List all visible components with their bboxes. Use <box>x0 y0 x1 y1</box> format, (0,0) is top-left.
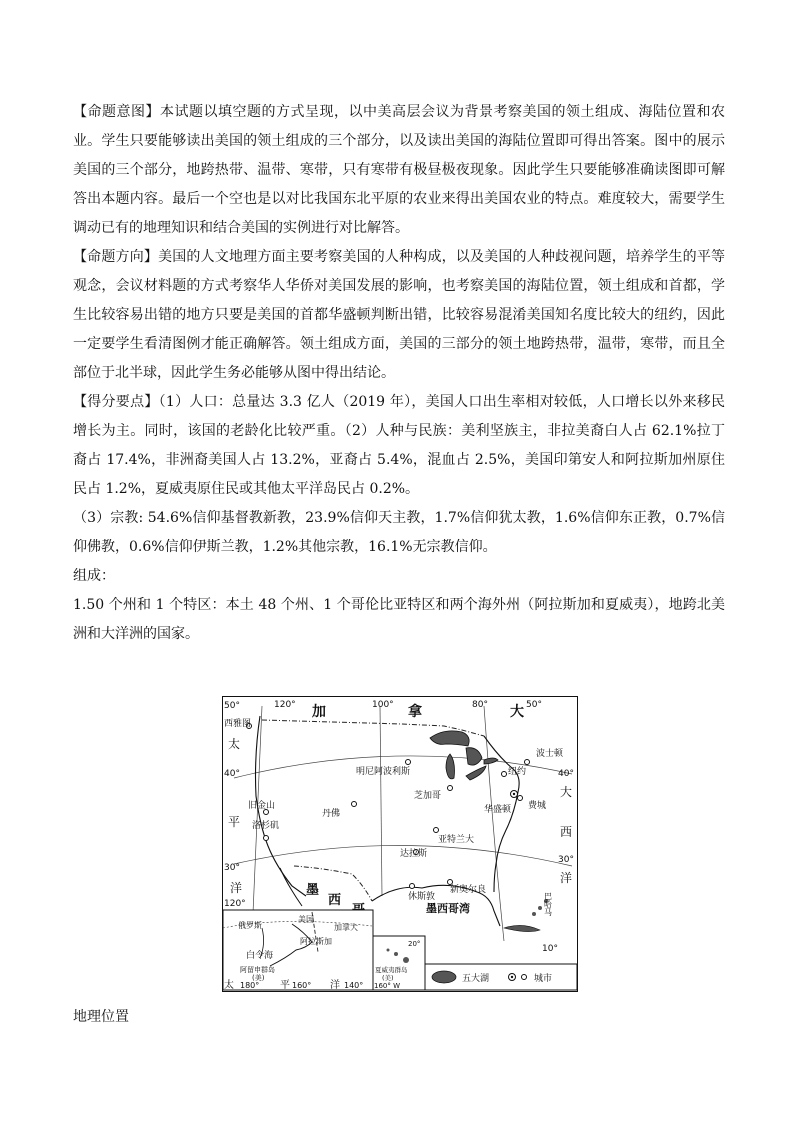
section-heading-geo-location: 地理位置 <box>73 1009 129 1025</box>
bahama-island-2 <box>538 906 542 910</box>
city-philadelphia-dot <box>518 796 523 801</box>
label-neworleans: 新奥尔良 <box>450 885 487 895</box>
hawaii-island-3 <box>403 957 409 963</box>
label-inset-yang: 洋 <box>330 980 340 991</box>
label-minneapolis: 明尼阿波利斯 <box>356 767 411 777</box>
legend-capital-dot <box>511 976 513 978</box>
label-inset-ping: 平 <box>280 980 290 991</box>
label-atlantic-2: 西 <box>560 825 573 839</box>
label-alaska: 阿拉斯加 <box>300 937 332 946</box>
paragraph-direction <box>73 243 725 388</box>
city-denver-dot <box>352 802 357 807</box>
usa-map-figure <box>222 696 578 992</box>
label-newyork: 纽约 <box>508 767 527 777</box>
label-lon-50-left: 50° <box>224 701 240 711</box>
label-lon-140: 140° <box>344 981 364 990</box>
label-lon-50-right: 50° <box>526 700 542 710</box>
label-pacific-3: 洋 <box>230 881 243 895</box>
city-minneapolis-dot <box>406 760 411 765</box>
label-losangeles: 洛杉矶 <box>252 821 280 831</box>
text-intent: 本试题以填空题的方式呈现，以中美高层会议为背景考察美国的领土组成、海陆位置和农业。学生只要能够读出美国的领土组成的三个部分，以及读出美国的海陆位置即可得出答案。图中的展示美国的三个部分，地跨热带、温带、寒带，只有寒带有极昼极夜现象。因此学生只要能够准确读图即可解答出本题内容。最后一个空也是以对比我国东北平原的农业来得出美国农业的特点。难度较大，需要学生调动已有的地理知识和结合美国的实例进行对比解答。 <box>73 104 725 236</box>
label-canada-1: 加 <box>312 704 326 720</box>
legend-lakes-label: 五大湖 <box>462 974 490 984</box>
map-legend <box>425 964 577 990</box>
label-hawaii-sub: (美) <box>382 974 394 982</box>
label-hawaii-lon: 160° W <box>374 982 401 990</box>
label-inset-usa: 美国 <box>298 915 314 924</box>
label-mexico-1: 墨 <box>306 883 320 898</box>
paragraph-religion: （3）宗教: 54.6%信仰基督教新教，23.9%信仰天主教，1.7%信仰犹太教，1.6%信仰东正教，0.7%信仰佛教，0.6%信仰伊斯兰教，1.2%其他宗教，16.1%无宗教信仰。 <box>73 510 725 555</box>
city-losangeles-dot <box>264 836 269 841</box>
city-neworleans-dot <box>448 880 453 885</box>
label-inset-tai: 太 <box>224 980 234 991</box>
label-bering-sea: 白令海 <box>246 951 274 961</box>
label-hawaii: 夏威夷群岛 <box>375 966 408 974</box>
label-pacific-1: 太 <box>228 737 241 751</box>
label-atlantic-1: 大 <box>560 785 573 799</box>
tag-intent: 【命题意图】 <box>73 104 160 120</box>
document-body <box>73 98 725 649</box>
label-atlantic-3: 洋 <box>560 871 573 885</box>
hawaii-island-2 <box>394 952 398 956</box>
paragraph-composition: 1.50 个州和 1 个特区：本土 48 个州、1 个哥伦比亚特区和两个海外州（阿拉斯加和夏威夷），地跨北美洲和大洋洲的国家。 <box>73 597 725 642</box>
label-lon-80: 80° <box>472 700 488 710</box>
hawaii-island-1 <box>387 949 390 952</box>
tag-direction: 【命题方向】 <box>73 249 159 265</box>
label-pacific-2: 平 <box>228 815 241 829</box>
city-atlanta-dot <box>434 828 439 833</box>
legend-city-symbol <box>522 975 527 980</box>
label-lat-10-right: 10° <box>542 944 558 954</box>
label-russia: 俄罗斯 <box>238 921 262 930</box>
label-lon-120: 120° <box>274 700 296 710</box>
inset-hawaii <box>373 936 425 990</box>
tag-key-points: 【得分要点】 <box>73 394 159 410</box>
usa-map-svg <box>222 696 578 992</box>
label-hawaii-lat: 20° <box>408 940 421 948</box>
bahama-island-3 <box>532 912 536 916</box>
label-washington: 华盛顿 <box>484 805 512 815</box>
label-inset-canada: 加拿大 <box>334 923 358 932</box>
label-mexico-2: 西 <box>328 893 342 908</box>
label-atlanta: 亚特兰大 <box>438 835 475 845</box>
legend-cities-label: 城市 <box>534 974 553 984</box>
label-dallas: 达拉斯 <box>400 849 428 859</box>
label-philadelphia: 费城 <box>528 801 547 811</box>
capital-marker <box>513 793 515 795</box>
label-boston: 波士顿 <box>536 749 564 759</box>
label-canada-2: 拿 <box>408 704 422 720</box>
text-key-points: （1）人口：总量达 3.3 亿人（2019 年），美国人口出生率相对较低，人口增长以外来移民增长为主。同时，该国的老龄化比较严重。（2）人种与民族：美利坚族主，非拉美裔白人占 62.1%拉丁裔占 17.4%，非洲裔美国人占 13.2%，亚裔占 5.4%，混血占 2.5%，美国印第安人和阿拉斯加州原住民占 1.2%，夏威夷原住民或其他太平洋岛民占 0.2%。 <box>73 394 726 497</box>
paragraph-key-points <box>73 388 725 504</box>
label-seattle: 西雅图 <box>224 719 252 729</box>
paragraph-intent <box>73 98 725 243</box>
label-canada-3: 大 <box>510 704 524 720</box>
label-gulf-of-mexico: 墨西哥湾 <box>426 902 470 915</box>
text-direction: 美国的人文地理方面主要考察美国的人种构成，以及美国的人种歧视问题，培养学生的平等观念，会议材料题的方式考察华人华侨对美国发展的影响，也考察美国的海陆位置，领土组成和首都，学生比较容易出错的地方只要是美国的首都华盛顿判断出错，比较容易混淆美国知名度比较大的纽约，因此一定要学生看清图例才能正确解答。领土组成方面，美国的三部分的领土地跨热带，温带，寒带，而且全部位于北半球，因此学生务必能够从图中得出结论。 <box>73 249 726 381</box>
city-chicago-dot <box>448 786 453 791</box>
label-lat-30-left: 30° <box>224 863 240 873</box>
label-houston: 休斯敦 <box>408 892 436 902</box>
label-sanfrancisco: 旧金山 <box>248 801 276 811</box>
label-chicago: 芝加哥 <box>414 791 442 801</box>
label-denver: 丹佛 <box>322 809 341 819</box>
city-houston-dot <box>410 884 415 889</box>
label-lon-160: 160° <box>292 981 312 990</box>
label-lat-30-right: 30° <box>558 855 574 865</box>
label-lat-40-right: 40° <box>558 769 574 779</box>
label-aleutian: 阿留申群岛 <box>240 966 275 974</box>
label-lon-120-bottom: 120° <box>224 899 246 909</box>
legend-lake-symbol <box>432 971 456 983</box>
city-newyork-dot <box>502 772 507 777</box>
inset-alaska <box>223 910 373 991</box>
label-aleutian-sub: (美) <box>252 974 265 982</box>
city-boston-dot <box>525 760 530 765</box>
label-bahamas: 巴哈马 <box>543 892 553 916</box>
paragraph-composition-label: 组成： <box>73 568 115 584</box>
label-lat-40-left: 40° <box>224 769 240 779</box>
label-lon-100: 100° <box>372 700 394 710</box>
label-lon-180: 180° <box>240 981 260 990</box>
